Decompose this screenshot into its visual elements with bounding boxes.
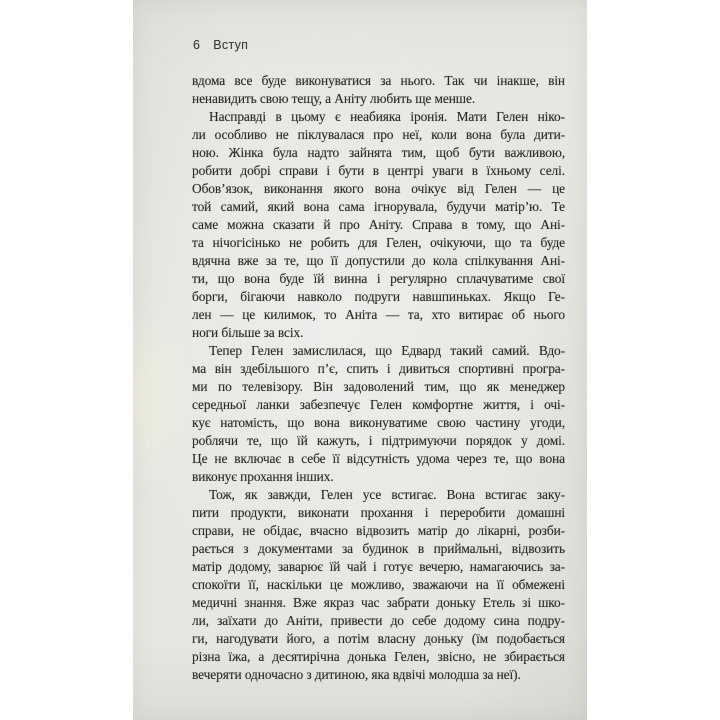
text-line: різна їжа, а десятирічна донька Гелен, звісно, не збирається [192, 649, 565, 664]
page-number: 6 [193, 38, 201, 52]
text-line: рається з документами за будинок в приймальні, відвозить [192, 541, 565, 556]
running-header [193, 38, 248, 53]
text-line: вдячна вже за те, що її допустили до кола спілкування Ані- [192, 253, 565, 268]
text-line: кує натомість, що вона виконуватиме свою частину угоди, [192, 415, 565, 430]
text-line: Тепер Гелен замислилася, що Едвард такий самий. Вдо- [209, 343, 565, 358]
text-line: середньої ланки забезпечує Гелен комфортне життя, і очі- [192, 397, 565, 412]
text-line: робити добрі справи і бути в центрі уваги в їхньому селі. [192, 163, 565, 178]
text-line: виконує прохання інших. [192, 469, 334, 484]
text-line: роблячи те, що їй кажуть, і підтримуючи порядок у домі. [192, 433, 565, 448]
text-line: справи, не обідає, вчасно відвозить матір до лікарні, розби- [192, 523, 565, 538]
text-line: Це не включає в себе її відсутність удома через те, що вона [192, 451, 565, 466]
text-line: ги, нагодувати його, а потім власну доньку (їм подобається [192, 631, 565, 646]
text-line: ненавидить свою тещу, а Аніту любить ще менше. [192, 91, 476, 106]
text-line: вдома все буде виконуватися за нього. Так чи інакше, він [192, 73, 565, 88]
text-line: Тож, як завжди, Гелен усе встигає. Вона встигає заку- [209, 487, 565, 502]
text-line: Насправді в цьому є неабияка іронія. Мати Гелен ніко- [209, 109, 565, 124]
chapter-title: Вступ [213, 38, 249, 52]
text-line: ти, що вона буде їй винна і регулярно сплачуватиме свої [192, 271, 565, 286]
text-line: лен — це килимок, то Аніта — та, хто витирає об нього [192, 307, 565, 322]
text-line: ли, заїхати до Аніти, привести до себе додому сина подру- [192, 613, 565, 628]
text-line: та нічогісінько не робить для Гелен, очікуючи, що та буде [192, 235, 565, 250]
text-line: матір додому, заварює їй чай і готує вечерю, намагаючись за- [192, 559, 565, 574]
text-line: той самий, який вона сама ігнорувала, будучи матір’ю. Те [192, 199, 565, 214]
book-page [133, 0, 587, 720]
text-line: вечеряти одночасно з дитиною, яка вдвічі молодша за неї). [192, 667, 521, 682]
text-line: ноги більше за всіх. [192, 325, 304, 340]
text-line: ми по телевізору. Він задоволений тим, що як менеджер [192, 379, 565, 394]
text-line: медичні знання. Вже якраз час забрати доньку Етель зі шко- [192, 595, 565, 610]
body-text [192, 72, 565, 684]
text-line: пити продукти, виконати прохання і переробити домашні [192, 505, 565, 520]
text-line: Обов’язок, виконання якого вона очікує від Гелен — це [192, 181, 565, 196]
text-line: борги, бігаючи навколо подруги навшпиньках. Якщо Ге- [192, 289, 565, 304]
text-line: саме можна сказати й про Аніту. Справа в тому, що Ані- [192, 217, 565, 232]
text-line: ма він здебільшого п’є, спить і дивиться спортивні програ- [192, 361, 565, 376]
text-line: ною. Жінка була надто зайнята тим, щоб бути важливою, [192, 145, 565, 160]
text-line: спокоїти її, наскільки це можливо, зважаючи на її обмежені [192, 577, 565, 592]
text-line: ли особливо не піклувалася про неї, коли вона була дити- [192, 127, 565, 142]
